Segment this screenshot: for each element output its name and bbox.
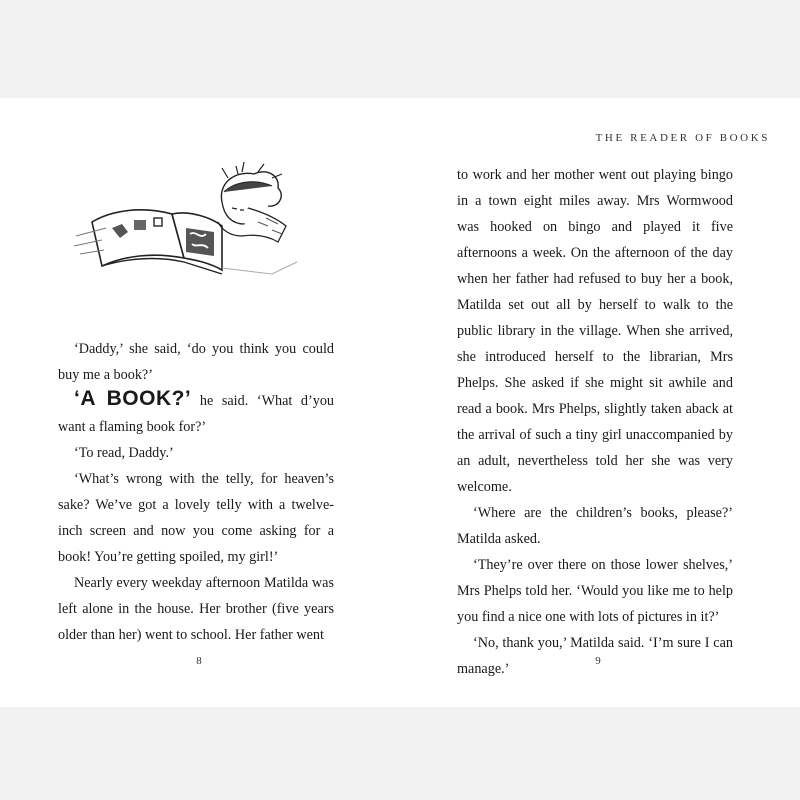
shout-text: ‘A BOOK?’ — [74, 387, 192, 410]
page-number: 8 — [196, 655, 202, 667]
running-head: THE READER OF BOOKS — [595, 132, 770, 144]
girl-reading-book-illustration — [72, 162, 302, 286]
right-page — [400, 98, 800, 707]
paragraph: ‘Daddy,’ she said, ‘do you think you could buy me a book?’ — [58, 341, 334, 383]
page-number: 9 — [595, 655, 601, 667]
right-text-column — [457, 162, 733, 682]
left-page — [0, 98, 400, 707]
paragraph — [58, 388, 334, 440]
paragraph: to work and her mother went out playing bingo in a town eight miles away. Mrs Wormwood was hooked on bingo and played it five afternoons a week. On the afternoon of the day when her father had refused to buy her a book, Matilda set out all by herself to walk to the public library in the village. When she arrived, she introduced herself to the librarian, Mrs Phelps. She asked if she might sit awhile and read a book. Mrs Phelps, slightly taken aback at the arrival of such a tiny girl unaccompanied by an adult, nevertheless told her she was very welcome. — [457, 167, 733, 495]
paragraph: ‘No, thank you,’ Matilda said. ‘I’m sure I can manage.’ — [457, 635, 733, 677]
paragraph-text: he said. ‘What d’you want a flaming book for?’ — [58, 393, 335, 435]
paragraph: ‘They’re over there on those lower shelves,’ Mrs Phelps told her. ‘Would you like me to help you find a nice one with lots of pictures in it?’ — [457, 557, 733, 625]
paragraph: ‘What’s wrong with the telly, for heaven’s sake? We’ve got a lovely telly with a twelve-inch screen and now you come asking for a book! You’re getting spoiled, my girl!’ — [58, 471, 334, 565]
paragraph: Nearly every weekday afternoon Matilda was left alone in the house. Her brother (five years older than her) went to school. Her father went — [58, 575, 334, 643]
paragraph: ‘Where are the children’s books, please?’ Matilda asked. — [457, 505, 733, 547]
left-text-column — [58, 336, 334, 648]
book-spread — [0, 98, 800, 707]
paragraph: ‘To read, Daddy.’ — [74, 445, 174, 461]
